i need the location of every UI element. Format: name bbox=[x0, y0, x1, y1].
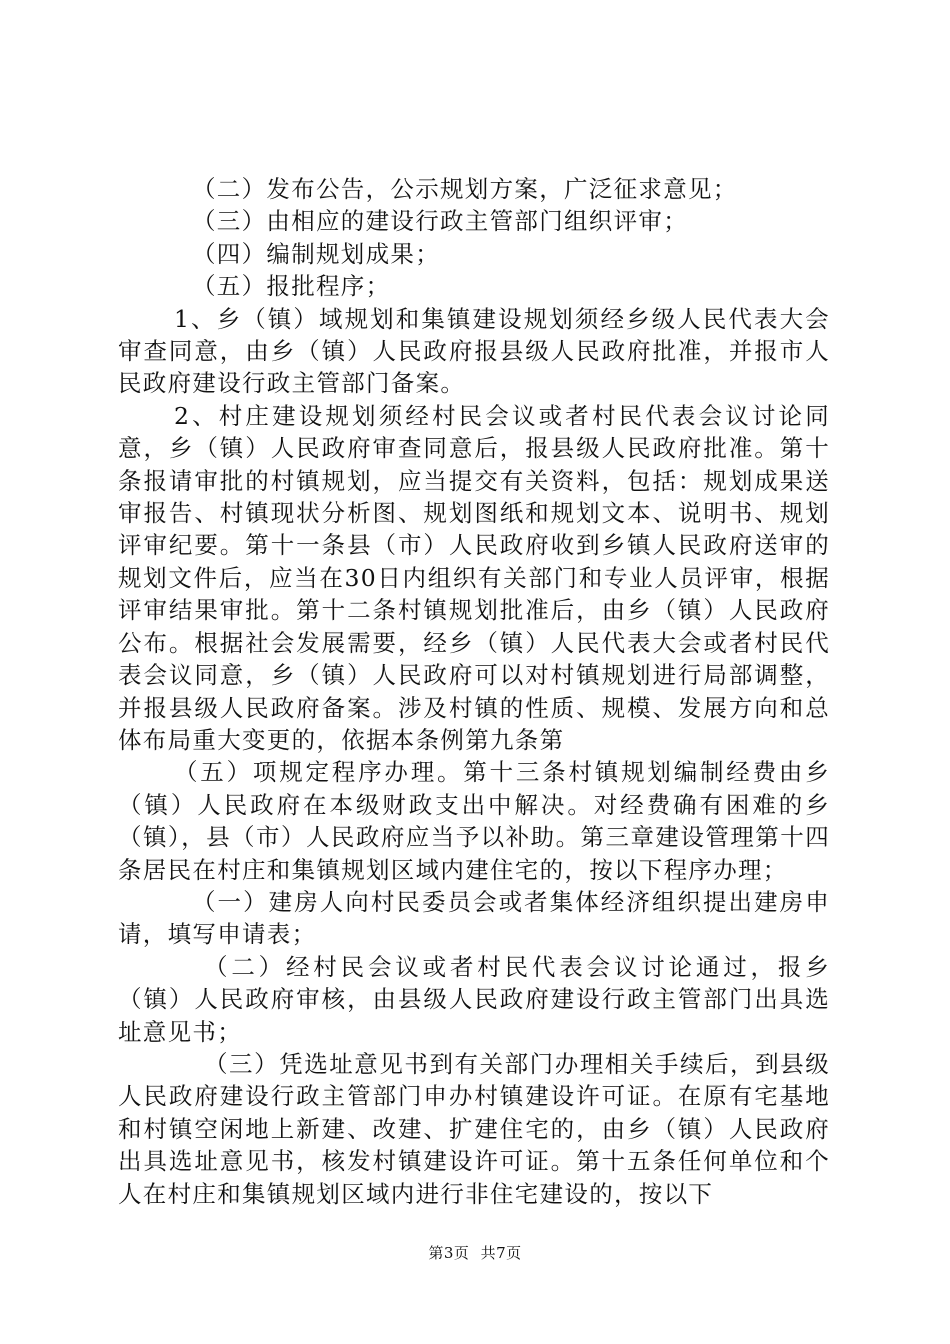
page-number-total: 共7页 bbox=[480, 1244, 522, 1262]
page-footer bbox=[0, 1242, 950, 1263]
paragraph: （二）经村民会议或者村民代表会议讨论通过，报乡（镇）人民政府审核，由县级人民政府建设行政主管部门出具选址意见书； bbox=[118, 952, 830, 1046]
paragraph: （一）建房人向村民委员会或者集体经济组织提出建房申请，填写申请表； bbox=[118, 887, 830, 949]
paragraph: （二）发布公告，公示规划方案，广泛征求意见； bbox=[192, 175, 738, 203]
paragraph: （三）凭选址意见书到有关部门办理相关手续后，到县级人民政府建设行政主管部门申办村镇建设许可证。在原有宅基地和村镇空闲地上新建、改建、扩建住宅的，由乡（镇）人民政府出具选址意见书，核发村镇建设许可证。第十五条任何单位和个人在村庄和集镇规划区域内进行非住宅建设的，按以下 bbox=[118, 1049, 830, 1208]
page-number-current: 第3页 bbox=[428, 1244, 470, 1262]
paragraph: 1、乡（镇）域规划和集镇建设规划须经乡级人民代表大会审查同意，由乡（镇）人民政府报县级人民政府批准，并报市人民政府建设行政主管部门备案。 bbox=[118, 304, 830, 398]
document-body bbox=[118, 173, 830, 1210]
paragraph: 2、村庄建设规划须经村民会议或者村民代表会议讨论同意，乡（镇）人民政府审查同意后，报县级人民政府批准。第十条报请审批的村镇规划，应当提交有关资料，包括：规划成果送审报告、村镇现状分析图、规划图纸和规划文本、说明书、规划评审纪要。第十一条县（市）人民政府收到乡镇人民政府送审的规划文件后，应当在30日内组织有关部门和专业人员评审，根据评审结果审批。第十二条村镇规划批准后，由乡（镇）人民政府公布。根据社会发展需要，经乡（镇）人民代表大会或者村民代表会议同意，乡（镇）人民政府可以对村镇规划进行局部调整，并报县级人民政府备案。涉及村镇的性质、规模、发展方向和总体布局重大变更的，依据本条例第九条第 bbox=[118, 401, 830, 754]
paragraph: （四）编制规划成果； bbox=[192, 239, 440, 268]
paragraph: （三）由相应的建设行政主管部门组织评审； bbox=[192, 207, 688, 236]
paragraph: （五）报批程序； bbox=[192, 272, 391, 301]
paragraph: （五）项规定程序办理。第十三条村镇规划编制经费由乡（镇）人民政府在本级财政支出中解决。对经费确有困难的乡（镇），县（市）人民政府应当予以补助。第三章建设管理第十四条居民在村庄和集镇规划区域内建住宅的，按以下程序办理； bbox=[118, 758, 830, 884]
